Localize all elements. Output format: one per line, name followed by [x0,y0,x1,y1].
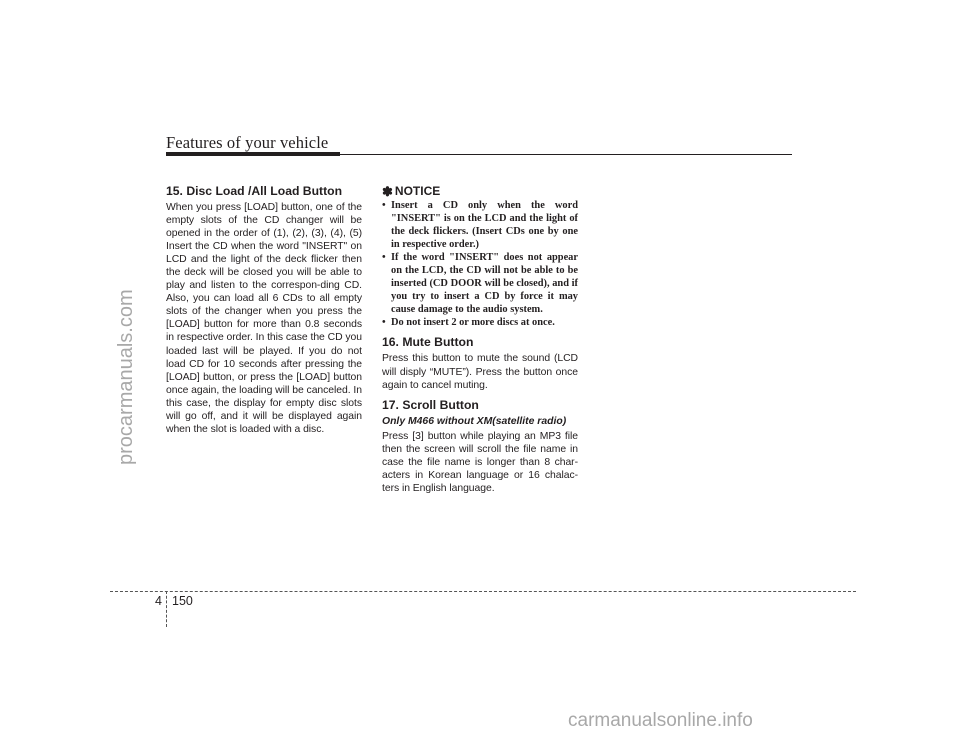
disc-load-heading: 15. Disc Load /All Load Button [166,184,343,198]
page-header-title: Features of your vehicle [166,133,329,152]
left-column [166,184,362,436]
bullet-icon: • [382,200,386,211]
page-number: 150 [172,594,193,608]
scroll-subtitle: Only M466 without XM(satellite radio) [382,415,567,427]
notice-label: NOTICE [394,184,441,198]
mute-body: Press this button to mute the sound (LCD will disply “MUTE”). Press the button once again to cancel muting. [382,353,578,391]
notice-item-text: If the word "INSERT" does not appear on the LCD, the CD will not be able to be inserted (CD DOOR will be closed), and if you try to insert a CD by force it may cause damage to the audio system. [391,252,578,316]
bullet-icon: • [382,317,386,329]
notice-item [382,199,578,251]
footer-vertical-dashed-rule [166,591,167,627]
notice-heading [382,184,578,199]
header-thin-rule [340,154,792,155]
scroll-body: Press [3] button while playing an MP3 file then the screen will scroll the file name in case the file name is longer than 8 char-acters in Korean language or 16 chalac-ters in English language. [382,430,578,494]
disc-load-body: When you press [LOAD] button, one of the empty slots of the CD changer will be opened in the order of (1), (2), (3), (4), (5) Insert the CD when the word "INSERT" on LCD and the light of the deck flicker then the deck will be closed you will be able to play and listen to the correspon-ding CD. Also, you can load all 6 CDs to all empty slots of the changer when you press the [LOAD] button for more than 0.8 seconds in respective order. In this case the CD you loaded last will be played. If you do not load CD for 10 seconds after pressing the [LOAD] button, or press the [LOAD] button once again, the loading will be canceled. In this case, the display for empty disc slots will go off, and it will be displayed again when the slot is loaded with a disc. [166,202,362,435]
scroll-heading: 17. Scroll Button [382,397,479,412]
notice-cross-icon: ✽ [382,184,393,199]
right-column [382,184,578,495]
notice-item-text: Insert a CD only when the word "INSERT" is on the LCD and the light of the deck flickers. (Insert CDs one by one in respective order.) [391,200,578,251]
mute-heading: 16. Mute Button [382,335,474,350]
notice-item [382,316,578,329]
bottom-watermark: carmanualsonline.info [568,710,753,731]
notice-item [382,251,578,316]
side-watermark: procarmanuals.com [115,289,137,465]
header-thick-rule [166,152,340,156]
footer-dashed-rule [110,591,856,592]
notice-list [382,199,578,329]
bullet-icon: • [382,252,386,264]
chapter-number: 4 [155,594,162,608]
notice-item-text: Do not insert 2 or more discs at once. [391,317,555,329]
